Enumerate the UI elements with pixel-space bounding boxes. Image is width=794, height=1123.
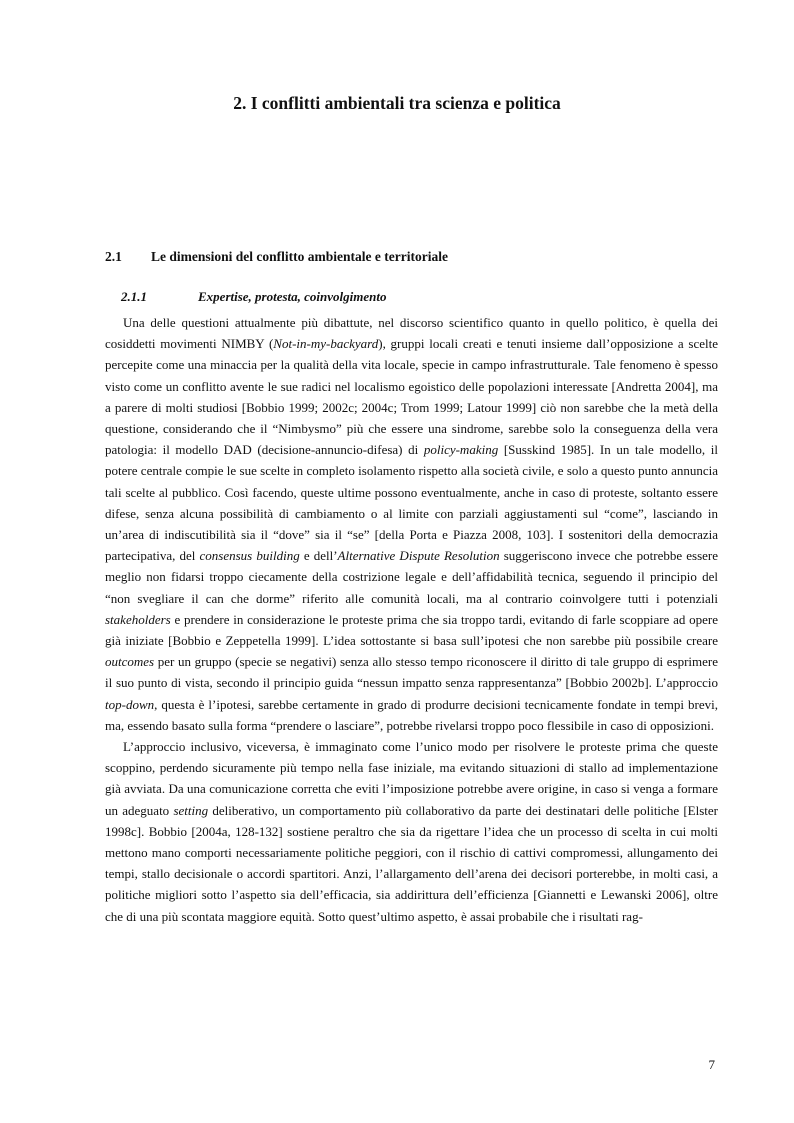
- subsection-heading: [121, 289, 387, 305]
- italic-term: top-down: [105, 696, 155, 712]
- paragraph: [105, 312, 718, 736]
- chapter-title: 2. I conflitti ambientali tra scienza e politica: [233, 93, 561, 113]
- subsection-title: Expertise, protesta, coinvolgimento: [198, 289, 387, 304]
- text-run: [Susskind 1985]. In un tale modello, il potere centrale compie le sue scelte in completo isolamento rispetto alla società civile, e solo a questo punto annuncia tali scelte al pubblico. Così facendo, queste ultime possono eventualmente, anche in caso di proteste, soltanto essere difese, senza alcuna possibilità di cambiamento o al limite con parziali aggiustamenti sul “come”, lasciando in un’area di indiscutibilità sia il “dove” sia il “se” [della Porta e Piazza 2008, 103]. I sostenitori della democrazia partecipativa, del: [105, 442, 718, 564]
- subsection-number: 2.1.1: [121, 289, 147, 304]
- body-text: [105, 312, 718, 927]
- text-run: L’approccio inclusivo, viceversa, è immaginato come l’unico modo per risolvere le proteste prima che queste scoppino, perdendo sicuramente più tempo nella fase iniziale, ma evitando situazioni di stallo ad implementazione già avviata. Da una comunicazione corretta che eviti l’imposizione potrebbe avere origine, in caso si venga a formare un adeguato: [105, 739, 718, 818]
- text-run: ), gruppi locali creati e tenuti insieme dall’opposizione a scelte percepite come una minaccia per la qualità della vita locale, specie in campo infrastrutturale. Tale fenomeno è spesso visto come un conflitto avente le sue radici nel localismo egoistico delle popolazioni interessate [Andretta 2004], ma a parere di molti studiosi [Bobbio 1999; 2002c; 2004c; Trom 1999; Latour 1999] ciò non sarebbe che la metà della questione, considerando che il “Nimbysmo” più che essere una sindrome, sarebbe solo la conseguenza della vera patologia: il modello DAD (decisione-annuncio-difesa) di: [105, 336, 719, 458]
- section-heading: [105, 249, 448, 265]
- italic-term: consensus building: [199, 548, 300, 564]
- section-number: 2.1: [105, 249, 122, 264]
- text-run: per un gruppo (specie se negativi) senza allo stesso tempo riconoscere il diritto di tale gruppo di esprimere il suo punto di vista, secondo il principio guida “nessun impatto senza rappresentanza” [Bobbio 2002b]. L’approccio: [105, 654, 718, 691]
- text-run: deliberativo, un comportamento più collaborativo da parte dei destinatari delle politiche [Elster 1998c]. Bobbio [2004a, 128-132] sostiene peraltro che sia da rigettare l’idea che un processo di scelta in cui molti mettono mano comporti necessariamente politiche peggiori, con il rischio di cattivi compromessi, allungamento dei tempi, stallo decisionale o accordi spartitori. Anzi, l’allargamento dell’arena dei decisori porterebbe, in molti casi, a politiche migliori sotto l’aspetto sia dell’efficacia, sia addirittura dell’efficienza [Giannetti e Lewanski 2006], oltre che di una più scontata maggiore equità. Sotto quest’ultimo aspetto, è assai probabile che i risultati rag-: [105, 802, 718, 924]
- page-number: 7: [708, 1057, 715, 1072]
- section-title: Le dimensioni del conflitto ambientale e territoriale: [151, 249, 448, 264]
- paragraph: [105, 736, 718, 927]
- text-run: Una delle questioni attualmente più dibattute, nel discorso scientifico quanto in quello politico, è quella dei cosiddetti movimenti NIMBY (: [105, 315, 718, 352]
- text-run: , questa è l’ipotesi, sarebbe certamente in grado di produrre decisioni tecnicamente fondate in tempi brevi, ma, essendo basato sulla forma “prendere o lasciare”, potrebbe rivelarsi troppo poco flessibile in caso di opposizioni.: [105, 696, 718, 733]
- text-run: e dell’: [299, 548, 338, 564]
- italic-term: Not-in-my-backyard: [273, 336, 379, 352]
- italic-term: outcomes: [105, 654, 155, 670]
- italic-term: Alternative Dispute Resolution: [337, 548, 500, 564]
- italic-term: policy-making: [423, 442, 499, 458]
- text-run: e prendere in considerazione le proteste prima che sia troppo tardi, evitando di farle scoppiare ad opere già iniziate [Bobbio e Zeppetella 1999]. L’idea sottostante si basa sull’ipotesi che non sarebbe più possibile creare: [105, 611, 718, 649]
- italic-term: setting: [173, 802, 209, 818]
- text-run: suggeriscono invece che potrebbe essere meglio non fidarsi troppo ciecamente della costrizione legale e dell’affidabilità tecnica, seguendo il principio del “non svegliare il can che dorme” riferito alle comunità locali, ma al contrario coinvolgere tutti i potenziali: [105, 548, 718, 606]
- italic-term: stakeholders: [105, 611, 171, 627]
